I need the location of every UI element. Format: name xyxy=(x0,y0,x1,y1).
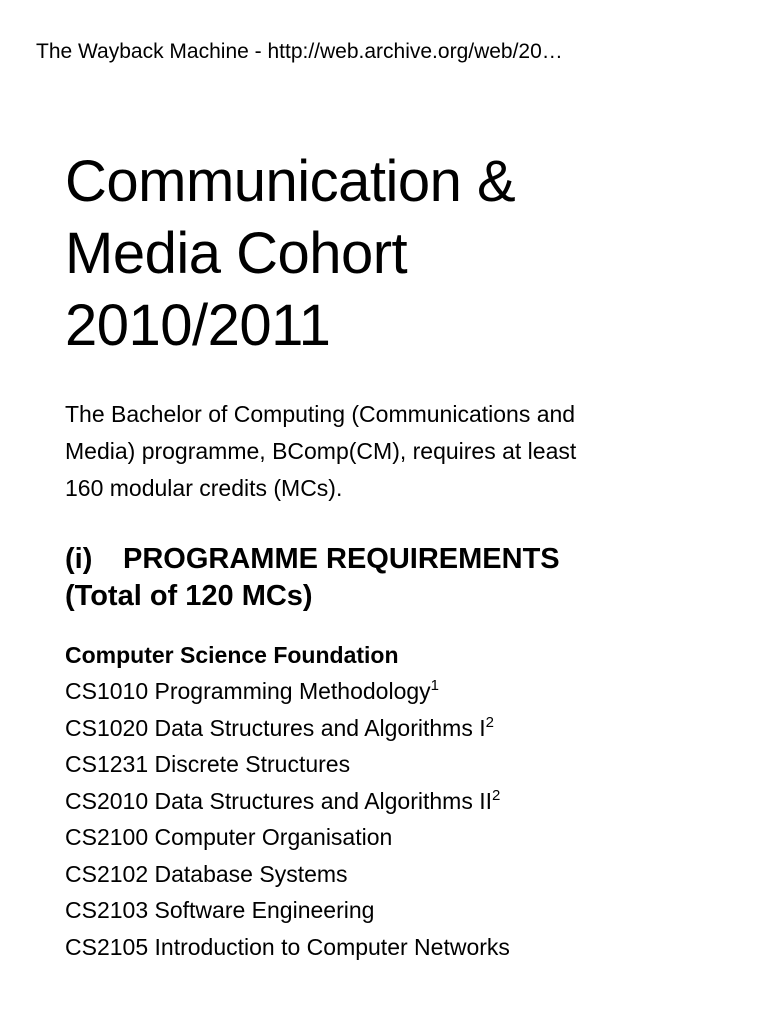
wayback-header xyxy=(36,38,736,66)
document-body xyxy=(65,146,725,965)
wayback-header-text: The Wayback Machine - http://web.archive.org/web/20… xyxy=(36,40,563,63)
course-item xyxy=(65,856,725,893)
course-name: Data Structures and Algorithms II xyxy=(154,787,493,814)
course-item xyxy=(65,710,725,747)
course-name: Database Systems xyxy=(154,860,348,887)
title-line: Media Cohort xyxy=(65,221,408,286)
section-title: PROGRAMME REQUIREMENTS xyxy=(123,543,560,575)
subsection-title: Computer Science Foundation xyxy=(65,642,399,668)
course-item xyxy=(65,783,725,820)
course-item xyxy=(65,746,725,783)
course-code: CS2010 xyxy=(65,787,149,814)
course-code: CS1231 xyxy=(65,751,149,777)
course-code: CS1010 xyxy=(65,678,149,704)
footnote-marker: 2 xyxy=(492,786,501,804)
course-code: CS2105 xyxy=(65,933,149,960)
intro-line: The Bachelor of Computing (Communications and xyxy=(65,401,576,427)
intro-paragraph xyxy=(65,396,725,507)
course-code: CS1020 xyxy=(65,714,149,741)
course-code: CS2102 xyxy=(65,860,149,887)
course-item xyxy=(65,673,725,710)
course-code: CS2103 xyxy=(65,897,149,923)
course-code: CS2100 xyxy=(65,824,149,850)
course-name: Programming Methodology xyxy=(154,678,431,704)
course-item xyxy=(65,929,725,966)
page-title xyxy=(65,146,725,362)
title-line: 2010/2011 xyxy=(65,293,331,358)
section-heading xyxy=(65,541,725,615)
section-number: (i) xyxy=(65,543,93,575)
course-name: Software Engineering xyxy=(154,897,375,923)
intro-line: 160 modular credits (MCs). xyxy=(65,475,343,501)
course-name: Data Structures and Algorithms I xyxy=(154,714,486,741)
intro-line: Media) programme, BComp(CM), requires at least xyxy=(65,438,577,464)
footnote-marker: 2 xyxy=(485,713,494,731)
course-name: Computer Organisation xyxy=(154,824,393,850)
course-name: Discrete Structures xyxy=(154,751,351,777)
section-subtitle: (Total of 120 MCs) xyxy=(65,580,313,612)
course-item xyxy=(65,892,725,929)
course-name: Introduction to Computer Networks xyxy=(154,933,510,960)
course-item xyxy=(65,819,725,856)
course-list xyxy=(65,673,725,965)
title-line: Communication & xyxy=(65,149,516,214)
footnote-marker: 1 xyxy=(430,677,439,694)
